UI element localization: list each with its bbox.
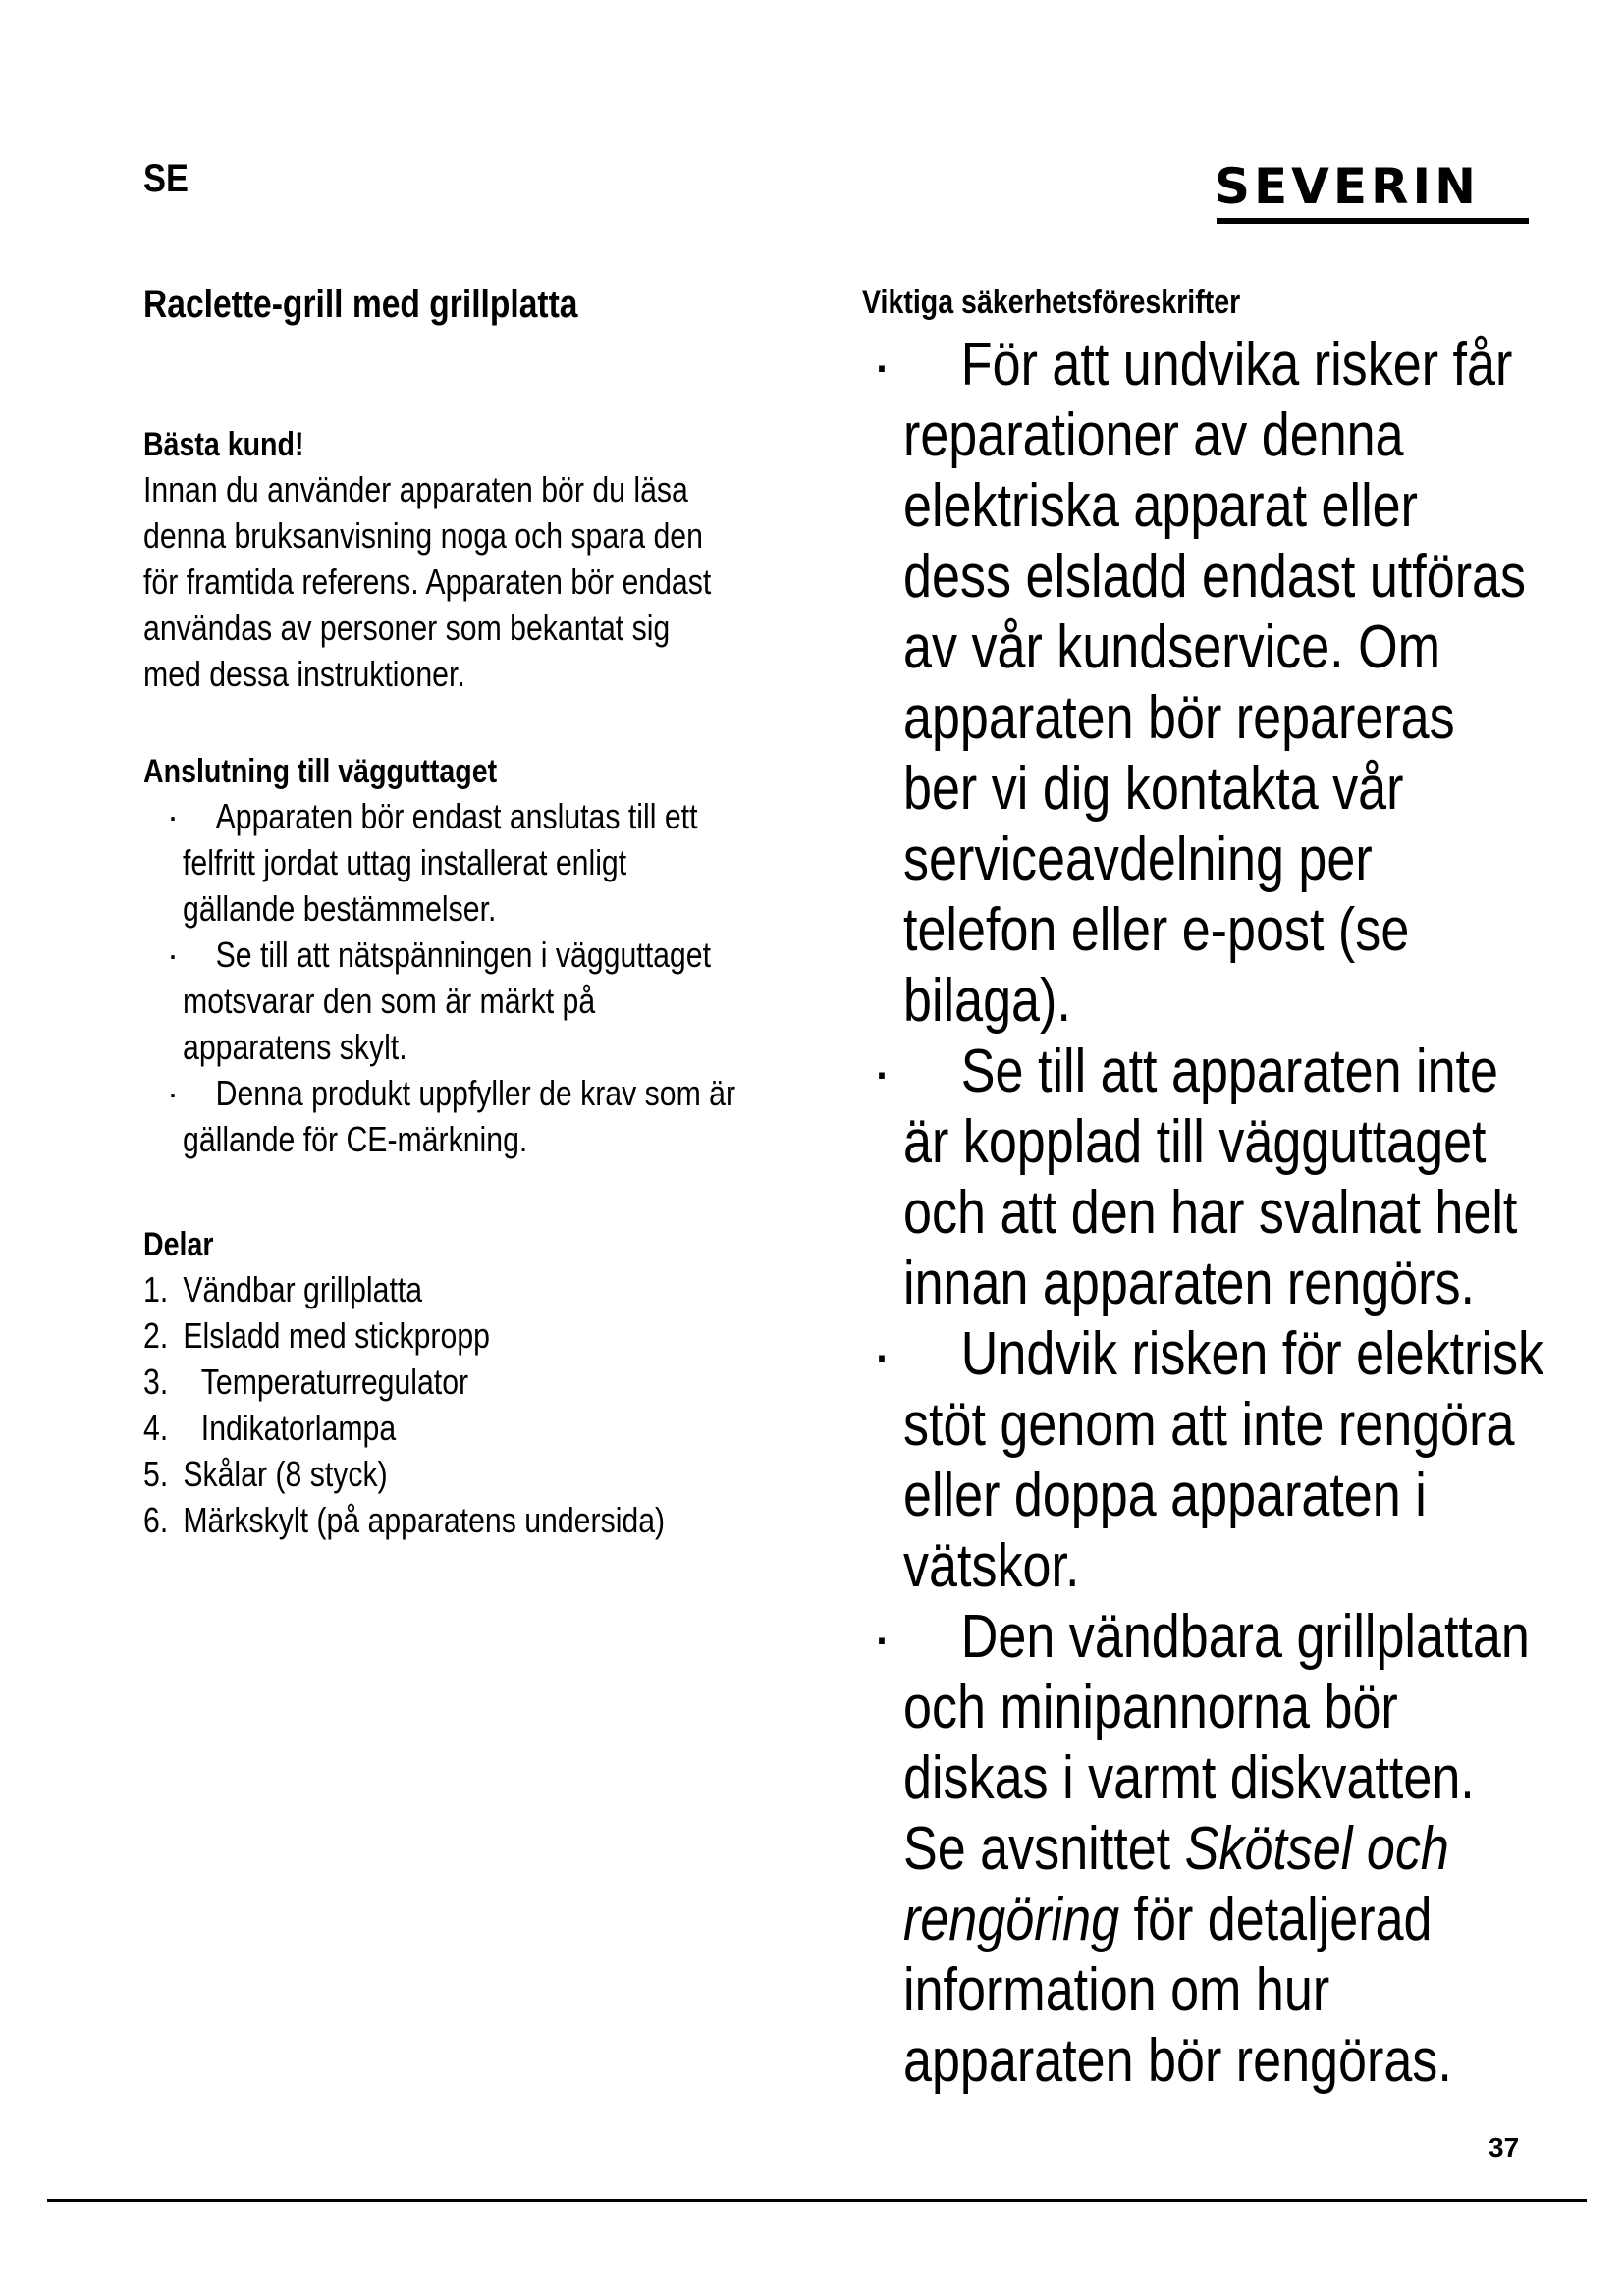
list-item bbox=[143, 793, 840, 932]
safety-heading: Viktiga säkerhetsföreskrifter bbox=[862, 284, 1241, 321]
ref-italic: rengöring bbox=[903, 1886, 1120, 1953]
parts-item bbox=[143, 1266, 665, 1312]
footer-divider bbox=[47, 2199, 1587, 2202]
safety-line: och minipannorna bör bbox=[903, 1674, 1398, 1741]
connection-heading: Anslutning till vägguttaget bbox=[143, 753, 498, 790]
safety-line: dess elsladd endast utföras bbox=[903, 543, 1527, 611]
safety-line: serviceavdelning per bbox=[903, 826, 1373, 893]
logo-underline bbox=[1217, 218, 1529, 224]
greeting-line: med dessa instruktioner. bbox=[143, 654, 465, 694]
parts-item bbox=[143, 1405, 665, 1451]
greeting-heading: Bästa kund! bbox=[143, 426, 304, 463]
connection-section bbox=[143, 750, 840, 1162]
language-code: SE bbox=[143, 157, 189, 200]
page-number: 37 bbox=[1489, 2132, 1520, 2163]
safety-item bbox=[862, 1602, 1624, 2097]
bullet-marker: · bbox=[872, 1604, 892, 1670]
bullet-line: felfritt jordat uttag installerat enligt bbox=[183, 842, 627, 882]
bullet-marker: · bbox=[872, 1321, 892, 1387]
parts-item bbox=[143, 1497, 665, 1543]
list-item bbox=[143, 1070, 840, 1162]
safety-line: bilaga). bbox=[903, 967, 1071, 1035]
safety-line: Undvik risken för elektrisk bbox=[960, 1320, 1544, 1388]
parts-heading: Delar bbox=[143, 1226, 214, 1263]
greeting-line: användas av personer som bekantat sig bbox=[143, 608, 671, 648]
safety-line: diskas i varmt diskvatten. bbox=[903, 1744, 1475, 1812]
ref-prefix: Se avsnittet bbox=[903, 1815, 1185, 1883]
safety-line: ber vi dig kontakta vår bbox=[903, 755, 1404, 823]
safety-line: apparaten bör repareras bbox=[903, 684, 1455, 752]
safety-line: och att den har svalnat helt bbox=[903, 1179, 1518, 1247]
bullet-marker: · bbox=[872, 1039, 892, 1104]
safety-line: information om hur bbox=[903, 1956, 1330, 2024]
parts-item-number: 1. bbox=[143, 1269, 169, 1309]
safety-line: reparationer av denna bbox=[903, 401, 1404, 469]
safety-ref-line bbox=[862, 1814, 1543, 1885]
ref-suffix: för detaljerad bbox=[1119, 1886, 1433, 1953]
list-item bbox=[143, 932, 840, 1070]
safety-item bbox=[862, 330, 1624, 1037]
safety-item bbox=[862, 1037, 1624, 1319]
left-column bbox=[143, 281, 850, 1540]
bullet-line: apparatens skylt. bbox=[183, 1027, 407, 1067]
parts-item-number: 2. bbox=[143, 1315, 169, 1356]
bullet-line: gällande bestämmelser. bbox=[183, 888, 497, 929]
bullet-line: motsvarar den som är märkt på bbox=[183, 981, 596, 1021]
parts-item-label: Vändbar grillplatta bbox=[183, 1269, 423, 1309]
ref-italic: Skötsel och bbox=[1184, 1815, 1449, 1883]
safety-line: vätskor. bbox=[903, 1532, 1080, 1600]
bullet-line: gällande för CE-märkning. bbox=[183, 1119, 528, 1159]
parts-item-label: Elsladd med stickpropp bbox=[183, 1315, 490, 1356]
bullet-line: Apparaten bör endast anslutas till ett bbox=[215, 796, 698, 836]
parts-item-number: 5. bbox=[143, 1454, 169, 1494]
parts-item-label: Temperaturregulator bbox=[200, 1362, 469, 1402]
greeting-line: Innan du använder apparaten bör du läsa bbox=[143, 469, 688, 509]
parts-item-label: Skålar (8 styck) bbox=[183, 1454, 388, 1494]
safety-line: elektriska apparat eller bbox=[903, 472, 1418, 540]
right-column bbox=[862, 281, 1549, 2095]
safety-line: är kopplad till vägguttaget bbox=[903, 1108, 1487, 1176]
safety-list bbox=[862, 330, 1624, 2097]
bullet-marker: · bbox=[167, 934, 179, 975]
bullet-line: Se till att nätspänningen i vägguttaget bbox=[215, 934, 711, 975]
safety-line: Den vändbara grillplattan bbox=[960, 1603, 1530, 1671]
safety-line: apparaten bör rengöras. bbox=[903, 2027, 1452, 2095]
parts-item-label: Indikatorlampa bbox=[200, 1408, 397, 1448]
parts-item-number: 6. bbox=[143, 1500, 169, 1540]
bullet-marker: · bbox=[167, 796, 179, 836]
safety-line: av vår kundservice. Om bbox=[903, 614, 1441, 681]
parts-item bbox=[143, 1359, 665, 1405]
bullet-marker: · bbox=[872, 332, 892, 398]
bullet-line: Denna produkt uppfyller de krav som är bbox=[215, 1073, 736, 1113]
severin-logo bbox=[1215, 159, 1529, 228]
greeting-section bbox=[143, 423, 819, 697]
parts-item bbox=[143, 1451, 665, 1497]
bullet-marker: · bbox=[167, 1073, 179, 1113]
parts-item-label: Märkskylt (på apparatens undersida) bbox=[183, 1500, 666, 1540]
safety-line: För att undvika risker får bbox=[960, 331, 1513, 399]
safety-ref-line bbox=[862, 1885, 1543, 1955]
parts-item-number: 3. bbox=[143, 1362, 169, 1402]
greeting-line: för framtida referens. Apparaten bör endast bbox=[143, 561, 712, 602]
safety-line: innan apparaten rengörs. bbox=[903, 1250, 1475, 1317]
safety-line: Se till att apparaten inte bbox=[960, 1038, 1499, 1105]
safety-item bbox=[862, 1319, 1624, 1602]
brand-name: SEVERIN bbox=[1215, 158, 1480, 215]
safety-line: stöt genom att inte rengöra bbox=[903, 1391, 1515, 1459]
parts-item bbox=[143, 1312, 665, 1359]
greeting-line: denna bruksanvisning noga och spara den bbox=[143, 515, 703, 556]
safety-line: eller doppa apparaten i bbox=[903, 1462, 1427, 1529]
parts-section bbox=[143, 1223, 764, 1543]
document-title: Raclette-grill med grillplatta bbox=[143, 283, 578, 326]
parts-item-number: 4. bbox=[143, 1408, 169, 1448]
safety-line: telefon eller e-post (se bbox=[903, 896, 1410, 964]
